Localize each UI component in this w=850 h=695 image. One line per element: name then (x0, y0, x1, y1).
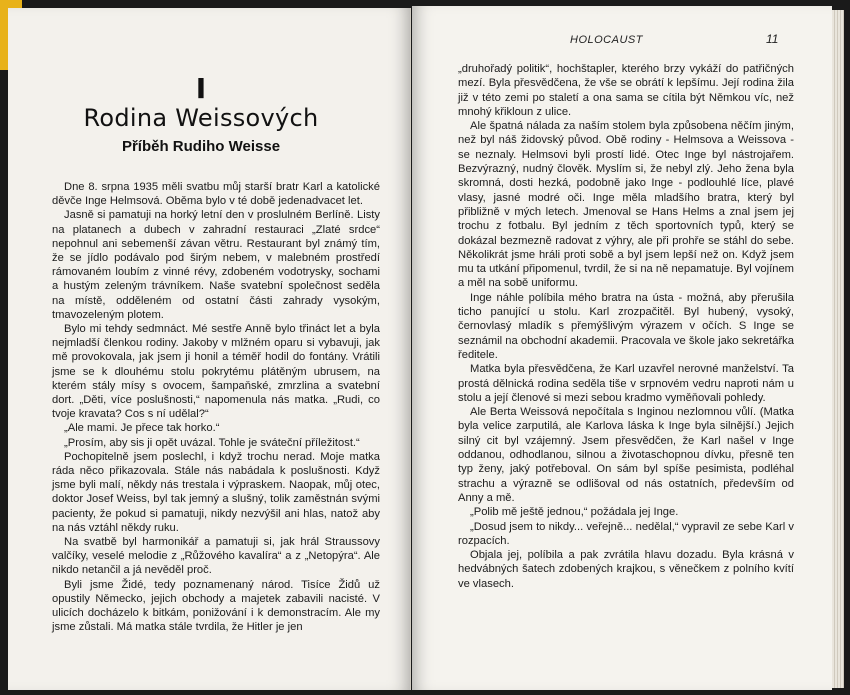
paragraph: Ale špatná nálada za naším stolem byla způsobena něčím jiným, než byl náš židovský původ. Obě rodiny - Helmsova a Weissova - se neznaly. Helmsovi byli prostí lidé. Otec Inge byl nástrojařem. Bezvýrazný, nudný člověk. Myslím si, že nebyl zlý. Jeho žena byla skromná, dosti hezká, podobně jako Inge - podlouhlé líce, plavé vlasy, jasné modré oči. Inge měla mladšího bratra, který byl přibližně v mých letech. Jmenoval se Hans Helms a znal jsem jej trochu z fotbalu. Byl jedním z těch sportovních typů, který se dokázal bezmezně radovat z výhry, ale při prohře se stáhl do sebe. Několikrát jsme hráli proti sobě a byl jsem lepší než on. Když jsem mu ta utkání připomenul, tvrdil, že si na ně nepamatuje. Byl vojínem a měl na sobě uniformu. (458, 120, 794, 290)
page-number: 11 (766, 32, 779, 46)
paragraph: Na svatbě byl harmonikář a pamatuji si, jak hrál Straussovy valčíky, veselé melodie z „Růžového kavalíra“ a z „Netopýra“. Ale nikdo netančil a já nevěděl proč. (52, 536, 380, 577)
paragraph: Dne 8. srpna 1935 měli svatbu můj starší bratr Karl a katolické děvče Inge Helmsová. Oběma bylo v té době jedenadvacet let. (52, 181, 380, 208)
paragraph: „Prosím, aby sis ji opět uvázal. Tohle je sváteční příležitost.“ (64, 436, 360, 449)
chapter-number: I (195, 72, 207, 105)
paragraph: Jasně si pamatuji na horký letní den v proslulném Berlíně. Listy na platanech a dubech v zahradní restauraci „Zlaté srdce“ nepohnul ani sebemenší závan větru. Restaurant byl známý tím, že se jídlo podávalo pod širým nebem, v malebném prostředí rámovaném loubím z vinné révy, zdobeném vodotrysky, sochami a hustým zeleným trávníkem. Naše svatební společnost seděla na místě, odděleném od ostatní části zahrady vysokým, tmavozeleným plotem. (52, 209, 380, 321)
paragraph: Inge náhle políbila mého bratra na ústa - možná, aby přerušila ticho panující u stolu. Karl zrozpačitěl. Byl hubený, vysoký, černovlasý mladík s přemýšlivým výrazem v očích. S Inge se seznámil na obchodní akademii. Pracovala ve škole jako sekretářka ředitele. (458, 291, 794, 361)
paragraph: „Ale mami. Je přece tak horko.“ (64, 422, 220, 435)
right-page-text (458, 62, 794, 591)
paragraph: Objala jej, políbila a pak zvrátila hlavu dozadu. Byla krásná v hedvábných šatech zdobených krajkou, s věnečkem z polního kvítí ve vlasech. (458, 549, 794, 590)
paragraph: Pochopitelně jsem poslechl, i když trochu nerad. Moje matka ráda něco přikazovala. Stále nás nabádala k poslušnosti. Když jsme byli malí, někdy nás trestala i výpraskem. Naopak, můj otec, doktor Josef Weiss, byl tak jemný a slušný, tolik zaměstnán svými pacienty, že pokud si pamatuji, nikdy nezvýšil ani hlas, natož aby na nás vztáhl někdy ruku. (52, 450, 380, 534)
chapter-title: Rodina Weissových (83, 104, 319, 132)
paragraph: „Dosud jsem to nikdy... veřejně... nedělal,“ vypravil ze sebe Karl v rozpacích. (458, 520, 794, 547)
page-edges (832, 10, 844, 688)
paragraph: Byli jsme Židé, tedy poznamenaný národ. Tisíce Židů už opustily Německo, jejich obchody a majetek zabavili nacisté. V ulicích docházelo k bitkám, ponižování i k demonstracím. Ale my jsme zůstali. Má matka stále tvrdila, že Hitler je jen (52, 578, 380, 634)
paragraph: „Polib mě ještě jednou,“ požádala jej Inge. (470, 506, 679, 519)
paragraph: Matka byla přesvědčena, že Karl uzavřel nerovné manželství. Ta prostá dělnická rodina seděla tiše v srpnovém vedru naproti nám u stolu a její členové si mezi sebou kradmo vyměňovali pohledy. (458, 363, 794, 404)
paragraph: Bylo mi tehdy sedmnáct. Mé sestře Anně bylo třináct let a byla nejmladší členkou rodiny. Jakoby v mlžném oparu si vybavuji, jak mě provokovala, jak jsem ji honil a téměř hodil do fontány. Vrátili jsme se k dlouhému stolu pokrytému plátěným ubrusem, na kterém stály mísy s ovocem, šampaňské, zmrzlina a svatební dort. „Děti, více poslušnosti,“ napomenula nás matka. „Rudi, co tvoje kravata? Cos s ní udělal?“ (52, 323, 380, 421)
chapter-subtitle: Příběh Rudiho Weisse (121, 138, 281, 155)
running-head: HOLOCAUST (570, 34, 643, 46)
paragraph: Ale Berta Weissová nepočítala s Inginou nezlomnou vůlí. (Matka byla velice zarputilá, ale Karlova láska k Inge byla silnější.) Jejich silný cit byl vzájemný. Jsem přesvědčen, že Karl našel v Inge oddanou, odhodlanou, silnou a životaschopnou dívku, přesně ten typ ženy, jaký potřeboval. On sám byl spíše pesimista, podléhal strachu a výrazně se odlišoval od nás ostatních, především od Anny a mě. (458, 406, 794, 504)
paragraph-continuation: „druhořadý politik“, hochštapler, kterého brzy vykáží do patřičných mezí. Byla přesvědčena, že vše se obrátí k lepšímu. Její rodina žila již v této zemi po staletí a ona sama se cítila být Němkou víc, než mnohý křikloun z ulice. (458, 63, 794, 118)
left-page-text (52, 180, 380, 635)
